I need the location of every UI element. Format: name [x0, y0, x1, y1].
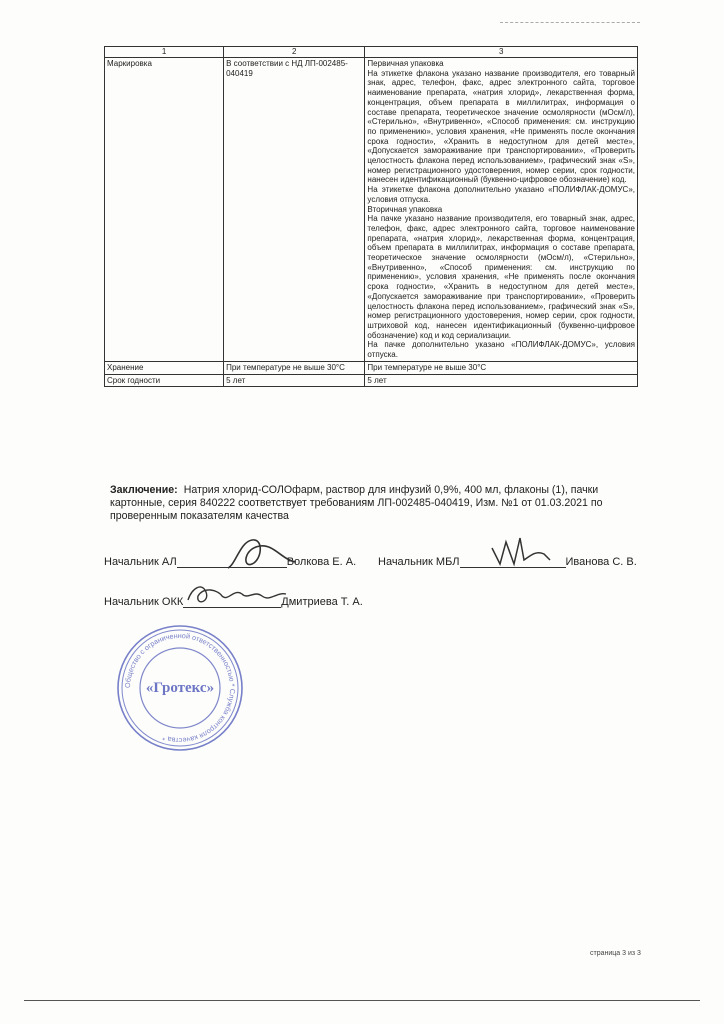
row-shelf-life-requirement: 5 лет [224, 374, 365, 387]
row-storage-requirement: При температуре не выше 30°С [224, 361, 365, 374]
table-row [105, 374, 638, 387]
scan-edge-line [24, 1000, 700, 1001]
quality-spec-table [104, 46, 638, 387]
table-header-row [105, 47, 638, 58]
signature-al-title: Начальник АЛ [104, 556, 177, 568]
table-row [105, 361, 638, 374]
row-marking-name: Маркировка [105, 58, 224, 362]
header-col-2: 2 [224, 47, 365, 58]
secondary-package-text: На пачке указано название производителя, его товарный знак, адрес, телефон, факс, адрес электронного сайта, торговое наименование препарата, «натрия хлорид», лекарственная форма, концентрация, объем препарата в миллилитрах, информация о составе препарата, теоретическое значение осмолярности (мОсм/л), «Стерильно», «Внутривенно», «Способ применения: см. инструкцию по применению», условия хранения, «Не применять после окончания срока годности», «Хранить в недоступном для детей месте», «Допускается замораживание при транспортировании», «Проверить целостность флакона перед использованием», графический знак «Ѕ», номер регистрационного удостоверения, номер серии, срок годности, штриховой код, нанесен идентификационный (буквенно-цифровое обозначение) код и код сериализации. [367, 214, 635, 340]
signature-okk-name: Дмитриева Т. А. [281, 596, 363, 608]
stamp-ring-text: Общество с ограниченной ответственностью * Служба контроля качества * [122, 630, 238, 746]
primary-package-text: На этикетке флакона указано название производителя, его товарный знак, адрес, телефон, факс, адрес электронного сайта, торговое наименование препарата, «натрия хлорид», лекарственная форма, концентрация, объем препарата в миллилитрах, информация о составе препарата, теоретическое значение осмолярности (мОсм/л), «Стерильно», «Внутривенно», «Способ применения: см. инструкцию по применению», условия хранения, «Не применять после окончания срока годности», «Хранить в недоступном для детей месте», «Допускается замораживание при транспортировании», «Проверить целостность флакона перед использованием», графический знак «Ѕ», номер регистрационного удостоверения, номер серии, срок годности, нанесен идентификационный (буквенно-цифровое обозначение) код. [367, 68, 635, 185]
company-stamp [114, 622, 246, 754]
signature-al-name: Волкова Е. А. [286, 556, 357, 568]
conclusion-label: Заключение: [110, 484, 178, 496]
secondary-package-title: Вторичная упаковка [367, 204, 443, 214]
signature-okk-scribble [182, 578, 292, 612]
page-number: страница 3 из 3 [590, 950, 641, 957]
table-row [105, 58, 638, 362]
conclusion [110, 484, 640, 523]
row-storage-result: При температуре не выше 30°С [365, 361, 638, 374]
row-shelf-life-result: 5 лет [365, 374, 638, 387]
primary-package-extra: На этикетке флакона дополнительно указано «ПОЛИФЛАК-ДОМУС», условия отпуска. [367, 185, 635, 204]
signature-al-scribble [222, 534, 302, 578]
signature-mbl-title: Начальник МБЛ [378, 556, 460, 568]
stamp-center-text: «Гротекс» [145, 680, 215, 696]
row-marking-result [365, 58, 638, 362]
scan-artifact-line [500, 22, 640, 23]
row-marking-requirement: В соответствии с НД ЛП-002485-040419 [224, 58, 365, 362]
header-col-1: 1 [105, 47, 224, 58]
secondary-package-extra: На пачке дополнительно указано «ПОЛИФЛАК-ДОМУС», условия отпуска. [367, 340, 635, 360]
signature-mbl-scribble [486, 530, 556, 572]
primary-package-title: Первичная упаковка [367, 59, 444, 68]
row-storage-name: Хранение [105, 361, 224, 374]
signature-mbl-name: Иванова С. В. [565, 556, 637, 568]
signature-okk-title: Начальник ОКК [104, 596, 184, 608]
header-col-3: 3 [365, 47, 638, 58]
row-shelf-life-name: Срок годности [105, 374, 224, 387]
conclusion-text: Натрия хлорид-СОЛОфарм, раствор для инфузий 0,9%, 400 мл, флаконы (1), пачки картонные, серия 840222 соответствует требованиям ЛП-002485-040419, Изм. №1 от 01.03.2021 по проверенным показателям качества [110, 484, 603, 522]
